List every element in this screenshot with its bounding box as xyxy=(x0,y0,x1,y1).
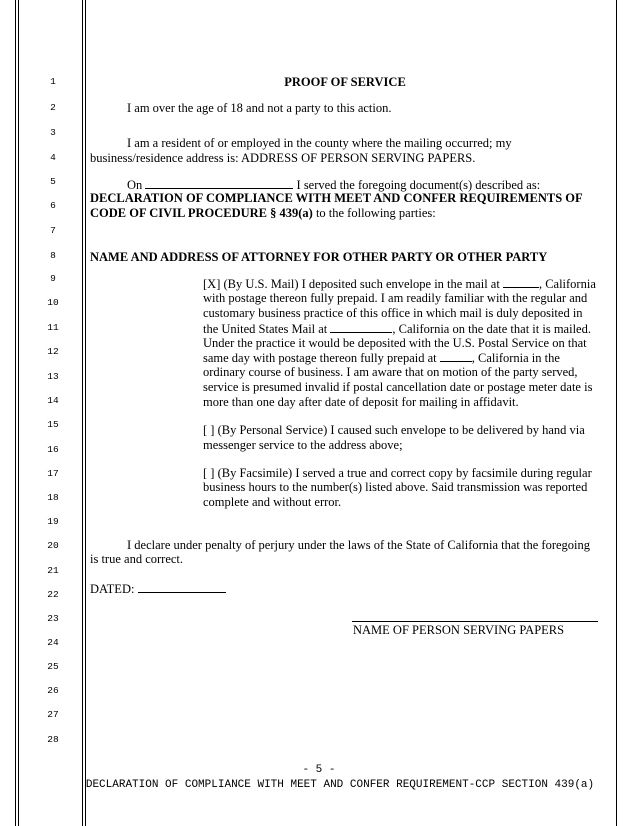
line-number: 25 xyxy=(47,661,59,672)
line-number: 7 xyxy=(50,225,56,236)
mail-line-4-b: , California on the date that it is mailed. xyxy=(392,322,591,336)
line-number: 20 xyxy=(47,540,59,551)
line-number: 5 xyxy=(50,176,56,187)
facsimile-line-1: [ ] (By Facsimile) I served a true and correct copy by facsimile during regular xyxy=(203,466,592,480)
declaration-line-2: is true and correct. xyxy=(90,552,184,566)
served-rest-text: I served the foregoing document(s) described as: xyxy=(296,178,541,192)
line-number: 14 xyxy=(47,395,59,406)
served-document-line-1: DECLARATION OF COMPLIANCE WITH MEET AND CONFER REQUIREMENTS OF xyxy=(90,191,583,205)
line-number: 4 xyxy=(50,152,56,163)
line-number: 24 xyxy=(47,637,59,648)
age-statement: I am over the age of 18 and not a party to this action. xyxy=(127,101,392,115)
mail-line-3: customary business practice of this office in which mail is duly deposited in xyxy=(203,306,583,320)
served-document-parties: to the following parties: xyxy=(312,206,436,220)
personal-service-line-2: messenger service to the address above; xyxy=(203,438,403,452)
page-number: - 5 - xyxy=(302,764,336,776)
line-number: 18 xyxy=(47,492,59,503)
served-on-label: On xyxy=(127,178,143,192)
mail-line-1 xyxy=(203,276,596,291)
line-number: 6 xyxy=(50,200,56,211)
mail-city-blank-3 xyxy=(440,350,472,362)
line-number: 13 xyxy=(47,371,59,382)
signer-name: NAME OF PERSON SERVING PAPERS xyxy=(353,623,565,637)
line-number: 1 xyxy=(50,76,56,87)
left-margin-rule-outer xyxy=(15,0,16,826)
line-number: 3 xyxy=(50,127,56,138)
line-number: 27 xyxy=(47,709,59,720)
footer-title: DECLARATION OF COMPLIANCE WITH MEET AND CONFER REQUIREMENT-CCP SECTION 439(a) xyxy=(85,779,595,791)
line-number: 21 xyxy=(47,565,59,576)
line-number: 15 xyxy=(47,419,59,430)
line-number: 28 xyxy=(47,734,59,745)
mail-line-9: more than one day after date of deposit for mailing in affidavit. xyxy=(203,395,519,409)
line-number: 12 xyxy=(47,346,59,357)
line-number: 11 xyxy=(47,322,59,333)
personal-service-line-1: [ ] (By Personal Service) I caused such envelope to be delivered by hand via xyxy=(203,423,585,437)
mail-line-4 xyxy=(203,321,591,336)
mail-line-5: Under the practice it would be deposited with the U.S. Postal Service on that xyxy=(203,336,587,350)
mail-line-4-a: the United States Mail at xyxy=(203,322,328,336)
right-margin-rule xyxy=(616,0,617,826)
line-number: 17 xyxy=(47,468,59,479)
mail-line-2: with postage thereon fully prepaid. I am readily familiar with the regular and xyxy=(203,291,588,305)
line-number: 8 xyxy=(50,250,56,261)
document-title: PROOF OF SERVICE xyxy=(284,75,406,89)
signature-line xyxy=(352,621,598,622)
line-number: 16 xyxy=(47,444,59,455)
residence-statement-line-2: business/residence address is: ADDRESS OF PERSON SERVING PAPERS. xyxy=(90,151,476,165)
dated-label: DATED: xyxy=(90,582,135,596)
facsimile-line-3: complete and without error. xyxy=(203,495,342,509)
line-number: 19 xyxy=(47,516,59,527)
dated-blank xyxy=(138,580,226,593)
line-number: 10 xyxy=(47,297,59,308)
mail-line-7: ordinary course of business. I am aware that on motion of the party served, xyxy=(203,365,578,379)
line-number: 26 xyxy=(47,685,59,696)
parties-heading: NAME AND ADDRESS OF ATTORNEY FOR OTHER PARTY OR OTHER PARTY xyxy=(90,250,548,264)
line-number: 22 xyxy=(47,589,59,600)
service-date-blank xyxy=(145,177,293,189)
declaration-line-1: I declare under penalty of perjury under the laws of the State of California that the foregoing xyxy=(127,538,591,552)
line-number-rule-1 xyxy=(82,0,83,826)
served-document-code: CODE OF CIVIL PROCEDURE § 439(a) xyxy=(90,206,313,220)
facsimile-line-2: business hours to the number(s) listed above. Said transmission was reported xyxy=(203,480,588,494)
mail-line-1-b: , California xyxy=(538,277,596,291)
mail-line-6 xyxy=(203,350,560,365)
line-number: 23 xyxy=(47,613,59,624)
left-margin-rule-inner xyxy=(18,0,19,826)
residence-statement-line-1: I am a resident of or employed in the county where the mailing occurred; my xyxy=(127,136,512,150)
line-number-rule-2 xyxy=(85,0,86,826)
served-document-line-2 xyxy=(90,206,436,220)
mail-line-8: service is presumed invalid if postal cancellation date or postage meter date is xyxy=(203,380,593,394)
mail-line-1-a: [X] (By U.S. Mail) I deposited such envelope in the mail at xyxy=(203,277,500,291)
dated-line xyxy=(90,580,226,596)
served-statement xyxy=(127,177,540,192)
mail-city-blank-2 xyxy=(330,321,392,333)
mail-line-6-b: , California in the xyxy=(471,351,560,365)
mail-line-6-a: same day with postage thereon fully prepaid at xyxy=(203,351,437,365)
line-number: 9 xyxy=(50,273,56,284)
line-number: 2 xyxy=(50,102,56,113)
mail-city-blank xyxy=(503,276,539,288)
